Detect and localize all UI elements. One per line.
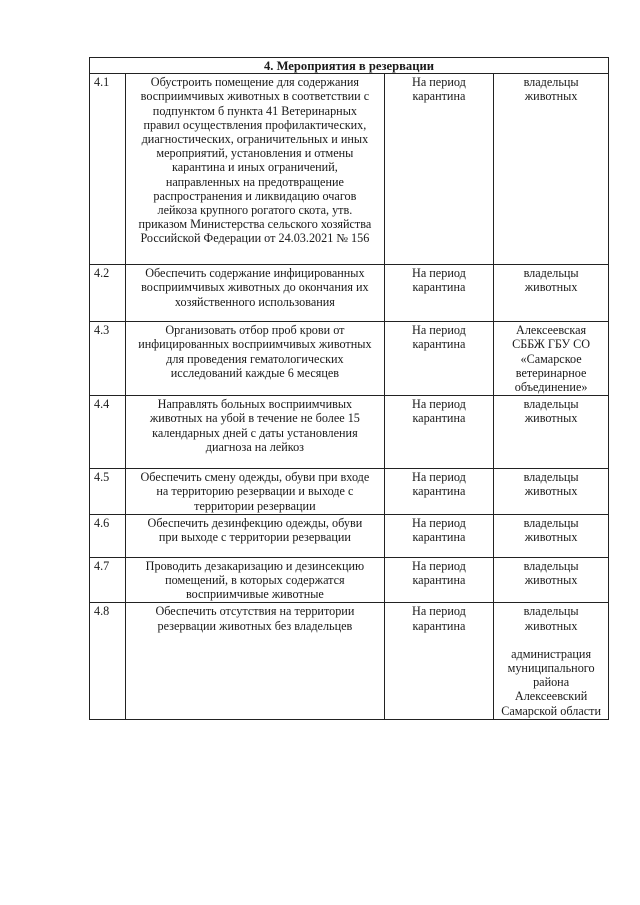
responsible-text: Самарской области xyxy=(501,703,601,718)
action-text: резервации животных без владельцев xyxy=(157,618,353,633)
action-text: диагностических, ограничительных и иных xyxy=(141,132,369,147)
term-text: карантина xyxy=(412,484,466,499)
responsible-text: животных xyxy=(524,530,578,545)
action-text: исследований каждые 6 месяцев xyxy=(170,365,340,380)
action-text: при выходе с территории резервации xyxy=(158,530,351,545)
responsible-text: «Самарское xyxy=(520,351,582,366)
responsible-text: животных xyxy=(524,484,578,499)
action-cell xyxy=(126,514,384,557)
responsible-cell xyxy=(494,265,609,322)
table-row xyxy=(90,557,609,603)
responsible-text: муниципального xyxy=(507,661,595,676)
responsible-text: владельцы xyxy=(523,266,579,281)
action-text: правил осуществления профилактических, xyxy=(143,117,367,132)
action-text: карантина и иных ограничений, xyxy=(172,160,338,175)
row-number: 4.8 xyxy=(90,603,126,719)
responsible-text: владельцы xyxy=(523,558,579,573)
responsible-text: Алексеевский xyxy=(514,689,588,704)
action-text: Направлять больных восприимчивых xyxy=(157,397,353,412)
responsible-text: животных xyxy=(524,280,578,295)
action-text: восприимчивых животных в соответствии с xyxy=(140,89,370,104)
responsible-text: ветеринарное xyxy=(515,365,587,380)
action-text: Проводить дезакаризацию и дезинсекцию xyxy=(145,558,365,573)
action-text: Обеспечить отсутствия на территории xyxy=(155,604,355,619)
term-text: На период xyxy=(412,515,466,530)
term-text: На период xyxy=(412,558,466,573)
term-cell xyxy=(384,265,494,322)
section-title: 4. Мероприятия в резервации xyxy=(90,58,609,74)
action-text: Обеспечить содержание инфицированных xyxy=(145,266,365,281)
term-cell xyxy=(384,603,494,719)
term-text: На период xyxy=(412,323,466,338)
term-cell xyxy=(384,557,494,603)
action-cell xyxy=(126,557,384,603)
responsible-text: владельцы xyxy=(523,604,579,619)
term-text: карантина xyxy=(412,573,466,588)
action-text: территории резервации xyxy=(194,498,316,513)
term-text: карантина xyxy=(412,530,466,545)
responsible-cell xyxy=(494,74,609,265)
action-text: Обеспечить дезинфекцию одежды, обуви xyxy=(147,515,363,530)
table-body xyxy=(90,74,609,720)
responsible-cell xyxy=(494,557,609,603)
row-number: 4.6 xyxy=(90,514,126,557)
action-text: Российской Федерации от 24.03.2021 № 156 xyxy=(140,231,370,246)
table-row xyxy=(90,514,609,557)
action-text: мероприятий, установления и отмены xyxy=(156,146,354,161)
action-cell xyxy=(126,396,384,469)
responsible-text: объединение» xyxy=(514,380,588,395)
table-row xyxy=(90,396,609,469)
row-number: 4.3 xyxy=(90,322,126,396)
action-text: лейкоза крупного рогатого скота, утв. xyxy=(157,203,353,218)
responsible-text: владельцы xyxy=(523,75,579,90)
term-text: карантина xyxy=(412,280,466,295)
action-text: восприимчивых животных до окончания их xyxy=(141,280,369,295)
responsible-text: СББЖ ГБУ СО xyxy=(512,337,591,352)
responsible-text: владельцы xyxy=(523,515,579,530)
row-number: 4.7 xyxy=(90,557,126,603)
measures-table xyxy=(89,57,609,720)
action-text: восприимчивые животные xyxy=(185,587,324,602)
action-cell xyxy=(126,322,384,396)
responsible-text: животных xyxy=(524,618,578,633)
responsible-cell xyxy=(494,514,609,557)
action-cell xyxy=(126,265,384,322)
responsible-cell xyxy=(494,396,609,469)
term-text: На период xyxy=(412,604,466,619)
responsible-cell xyxy=(494,603,609,719)
action-cell xyxy=(126,74,384,265)
responsible-spacer xyxy=(496,633,606,647)
table-row xyxy=(90,74,609,265)
responsible-text: животных xyxy=(524,573,578,588)
action-text: Обеспечить смену одежды, обуви при входе xyxy=(140,470,370,485)
term-text: карантина xyxy=(412,411,466,426)
table-row xyxy=(90,469,609,515)
term-text: На период xyxy=(412,470,466,485)
term-text: карантина xyxy=(412,89,466,104)
table-row xyxy=(90,603,609,719)
term-cell xyxy=(384,469,494,515)
action-cell xyxy=(126,603,384,719)
action-text: подпунктом б пункта 41 Ветеринарных xyxy=(152,103,357,118)
row-number: 4.1 xyxy=(90,74,126,265)
action-text: Обустроить помещение для содержания xyxy=(150,75,360,90)
responsible-text: животных xyxy=(524,89,578,104)
responsible-text: администрация xyxy=(511,646,592,661)
term-cell xyxy=(384,396,494,469)
table-row xyxy=(90,265,609,322)
row-number: 4.2 xyxy=(90,265,126,322)
section-header-row xyxy=(90,58,609,74)
term-text: карантина xyxy=(412,618,466,633)
term-text: карантина xyxy=(412,337,466,352)
action-text: на территорию резервации и выходе с xyxy=(156,484,354,499)
action-text: инфицированных восприимчивых животных xyxy=(138,337,372,352)
action-text: Организовать отбор проб крови от xyxy=(165,323,345,338)
action-text: календарных дней с даты установления xyxy=(152,425,358,440)
term-text: На период xyxy=(412,397,466,412)
term-cell xyxy=(384,74,494,265)
action-text: для проведения гематологических xyxy=(166,351,344,366)
row-number: 4.5 xyxy=(90,469,126,515)
row-number: 4.4 xyxy=(90,396,126,469)
action-text: приказом Министерства сельского хозяйства xyxy=(138,217,372,232)
action-text: направленных на предотвращение xyxy=(165,174,344,189)
responsible-text: владельцы xyxy=(523,470,579,485)
term-text: На период xyxy=(412,266,466,281)
responsible-cell xyxy=(494,322,609,396)
table-row xyxy=(90,322,609,396)
action-text: помещений, в которых содержатся xyxy=(165,573,345,588)
action-text: распространения и ликвидацию очагов xyxy=(153,188,357,203)
term-text: На период xyxy=(412,75,466,90)
action-text: животных на убой в течение не более 15 xyxy=(149,411,360,426)
responsible-text: владельцы xyxy=(523,397,579,412)
responsible-text: Алексеевская xyxy=(516,323,587,338)
action-text: хозяйственного использования xyxy=(174,294,335,309)
term-cell xyxy=(384,322,494,396)
responsible-text: района xyxy=(533,675,570,690)
action-text: диагноза на лейкоз xyxy=(205,439,305,454)
term-cell xyxy=(384,514,494,557)
responsible-text: животных xyxy=(524,411,578,426)
action-cell xyxy=(126,469,384,515)
responsible-cell xyxy=(494,469,609,515)
